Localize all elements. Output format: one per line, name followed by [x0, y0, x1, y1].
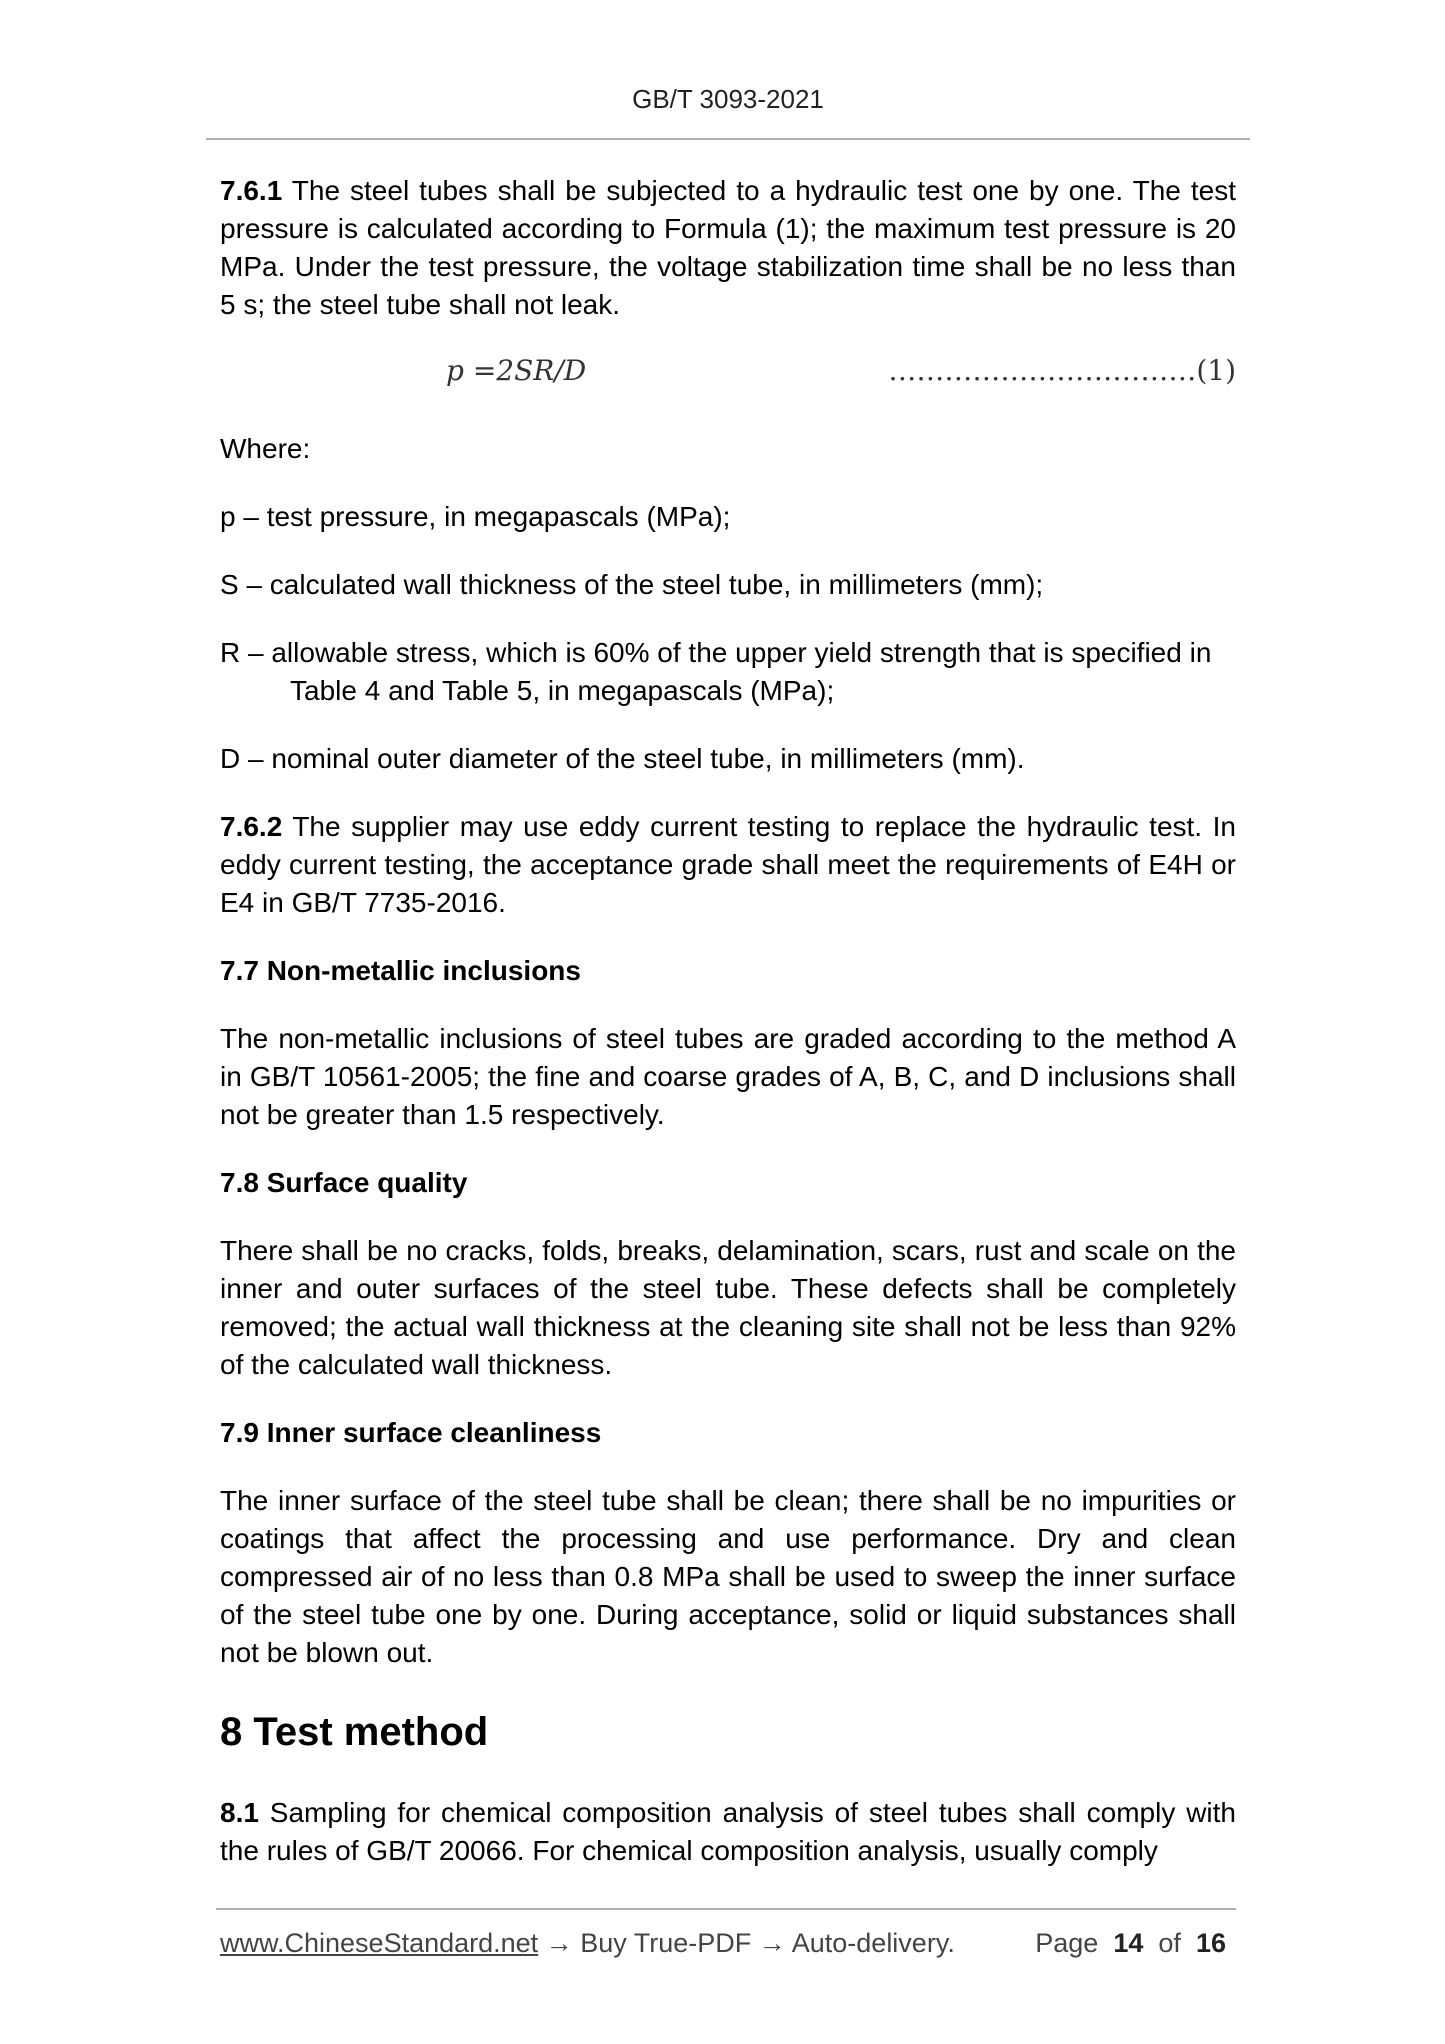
heading-7-7: 7.7 Non-metallic inclusions [220, 955, 581, 986]
current-page: 14 [1113, 1928, 1144, 1958]
heading-7-8: 7.8 Surface quality [220, 1167, 468, 1198]
heading-chapter-8: 8 Test method [220, 1710, 489, 1754]
document-body [220, 172, 1236, 1900]
total-pages: 16 [1195, 1928, 1226, 1958]
formula-expression: p =2SR/D [446, 354, 587, 387]
definition-r: R – allowable stress, which is 60% of the upper yield strength that is specified in Table 4 and Table 5, in megapascals (MPa); [220, 637, 1212, 706]
where-label: Where: [220, 433, 311, 464]
formula-number: ……………………………(1) [888, 354, 1236, 387]
site-link[interactable]: www.ChineseStandard.net [220, 1928, 539, 1958]
clause-number: 7.6.1 [220, 175, 283, 206]
running-header: GB/T 3093-2021 [632, 84, 824, 114]
clause-number: 8.1 [220, 1797, 259, 1828]
clause-7-6-1 [220, 172, 1236, 324]
clause-8-1 [220, 1794, 1236, 1870]
page-indicator [1035, 1928, 1226, 1959]
clause-number: 7.6.2 [220, 811, 283, 842]
footer-divider [216, 1908, 1236, 1910]
definition-p: p – test pressure, in megapascals (MPa); [220, 501, 731, 532]
clause-7-7-text: The non-metallic inclusions of steel tubes are graded according to the method A in GB/T 10561-2005; the fine and coarse grades of A, B, C, and D inclusions shall not be greater than 1.5 respectively. [220, 1023, 1236, 1130]
definition-d: D – nominal outer diameter of the steel tube, in millimeters (mm). [220, 743, 1025, 774]
clause-7-9-text: The inner surface of the steel tube shall be clean; there shall be no impurities or coatings that affect the processing and use performance. Dry and clean compressed air of no less than 0.8 MPa shall be used to sweep the inner surface of the steel tube one by one. During acceptance, solid or liquid substances shall not be blown out. [220, 1485, 1236, 1668]
footer-promo: → Buy True-PDF → Auto-delivery. [538, 1928, 955, 1958]
definition-s: S – calculated wall thickness of the steel tube, in millimeters (mm); [220, 569, 1044, 600]
formula-1 [220, 354, 1236, 394]
heading-7-9: 7.9 Inner surface cleanliness [220, 1417, 602, 1448]
clause-text: The steel tubes shall be subjected to a hydraulic test one by one. The test pressure is calculated according to Formula (1); the maximum test pressure is 20 MPa. Under the test pressure, the voltage stabilization time shall be no less than 5 s; the steel tube shall not leak. [220, 175, 1236, 320]
page-footer [220, 1928, 1236, 1959]
clause-7-8-text: There shall be no cracks, folds, breaks, delamination, scars, rust and scale on the inner and outer surfaces of the steel tube. These defects shall be completely removed; the actual wall thickness at the cleaning site shall not be less than 92% of the calculated wall thickness. [220, 1235, 1236, 1380]
clause-text: Sampling for chemical composition analysis of steel tubes shall comply with the rules of GB/T 20066. For chemical composition analysis, usually comply [220, 1797, 1236, 1866]
clause-text: The supplier may use eddy current testing to replace the hydraulic test. In eddy current testing, the acceptance grade shall meet the requirements of E4H or E4 in GB/T 7735-2016. [220, 811, 1236, 918]
clause-7-6-2 [220, 808, 1236, 922]
page-of: of [1158, 1928, 1181, 1958]
header-divider [206, 138, 1250, 140]
page-label: Page [1035, 1928, 1099, 1958]
